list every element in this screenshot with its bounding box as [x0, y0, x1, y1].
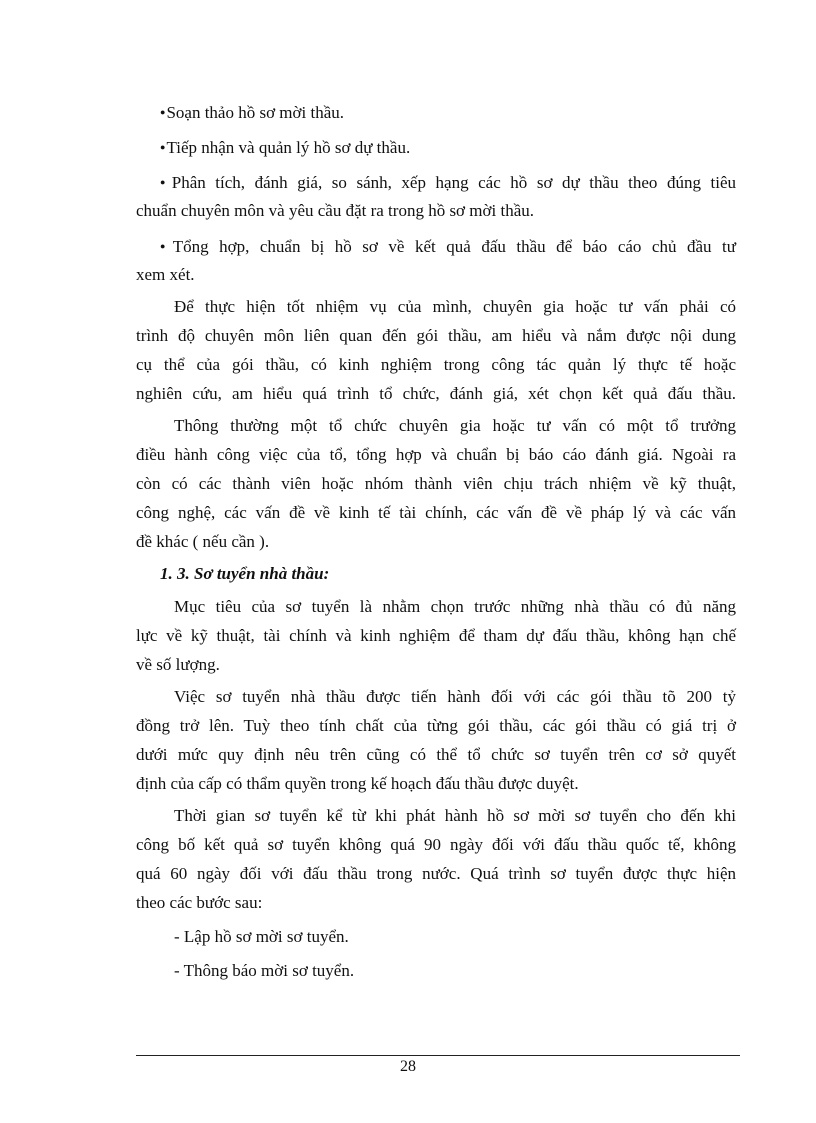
paragraph-line: về số lượng.	[136, 655, 220, 674]
section-heading: 1. 3. Sơ tuyển nhà thầu:	[160, 564, 330, 583]
paragraph-line: Để thực hiện tốt nhiệm vụ của mình, chuyên gia hoặc tư vấn phải có	[174, 297, 736, 316]
paragraph-line: công bố kết quả sơ tuyển không quá 90 ngày đối với đấu thầu quốc tế, không	[136, 835, 736, 854]
paragraph-line: Thông thường một tổ chức chuyên gia hoặc tư vấn có một tổ trưởng	[174, 416, 736, 435]
paragraph-line: dưới mức quy định nêu trên cũng có thể tổ chức sơ tuyển trên cơ sở quyết	[136, 745, 736, 764]
bullet-item: ● Tiếp nhận và quản lý hồ sơ dự thầu.	[160, 137, 410, 158]
step-item: - Thông báo mời sơ tuyển.	[174, 961, 355, 980]
paragraph-line: đề khác ( nếu cần ).	[136, 532, 270, 551]
paragraph-line: Việc sơ tuyển nhà thầu được tiến hành đối với các gói thầu tõ 200 tỷ	[174, 687, 736, 706]
bullet-item-continuation: chuẩn chuyên môn và yêu cầu đặt ra trong hồ sơ mời thầu.	[136, 201, 535, 220]
paragraph-line: Mục tiêu của sơ tuyển là nhằm chọn trước những nhà thầu có đủ năng	[174, 597, 736, 616]
paragraph-line: quá 60 ngày đối với đấu thầu trong nước. Quá trình sơ tuyển được thực hiện	[136, 864, 736, 883]
bullet-item: ● Tổng hợp, chuẩn bị hồ sơ về kết quả đấu thầu để báo cáo chủ đầu tư	[160, 236, 736, 257]
paragraph-line: nghiên cứu, am hiểu quá trình tổ chức, đánh giá, xét chọn kết quả đấu thầu.	[136, 384, 736, 403]
footer-divider	[136, 1055, 740, 1056]
bullet-item-continuation: xem xét.	[136, 265, 195, 284]
page-number: 28	[400, 1058, 416, 1075]
paragraph-line: điều hành công việc của tổ, tổng hợp và chuẩn bị báo cáo đánh giá. Ngoài ra	[136, 445, 736, 464]
paragraph-line: Thời gian sơ tuyển kể từ khi phát hành hồ sơ mời sơ tuyển cho đến khi	[174, 806, 736, 825]
bullet-item: ● Soạn thảo hồ sơ mời thầu.	[160, 102, 344, 123]
bullet-item: ● Phân tích, đánh giá, so sánh, xếp hạng các hồ sơ dự thầu theo đúng tiêu	[160, 172, 736, 193]
step-item: - Lập hồ sơ mời sơ tuyển.	[174, 927, 349, 946]
paragraph-line: đồng trở lên. Tuỳ theo tính chất của từng gói thầu, các gói thầu có giá trị ở	[136, 716, 736, 735]
paragraph-line: lực về kỹ thuật, tài chính và kinh nghiệm để tham dự đấu thầu, không hạn chế	[136, 626, 736, 645]
paragraph-line: cụ thể của gói thầu, có kinh nghiệm trong công tác quản lý thực tế hoặc	[136, 355, 736, 374]
paragraph-line: công nghệ, các vấn đề về kinh tế tài chính, các vấn đề về pháp lý và các vấn	[136, 503, 736, 522]
paragraph-line: định của cấp có thẩm quyền trong kế hoạch đấu thầu được duyệt.	[136, 774, 579, 793]
paragraph-line: còn có các thành viên hoặc nhóm thành viên chịu trách nhiệm về kỹ thuật,	[136, 474, 736, 493]
paragraph-line: trình độ chuyên môn liên quan đến gói thầu, am hiểu và nắm được nội dung	[136, 326, 736, 345]
paragraph-line: theo các bước sau:	[136, 893, 263, 912]
